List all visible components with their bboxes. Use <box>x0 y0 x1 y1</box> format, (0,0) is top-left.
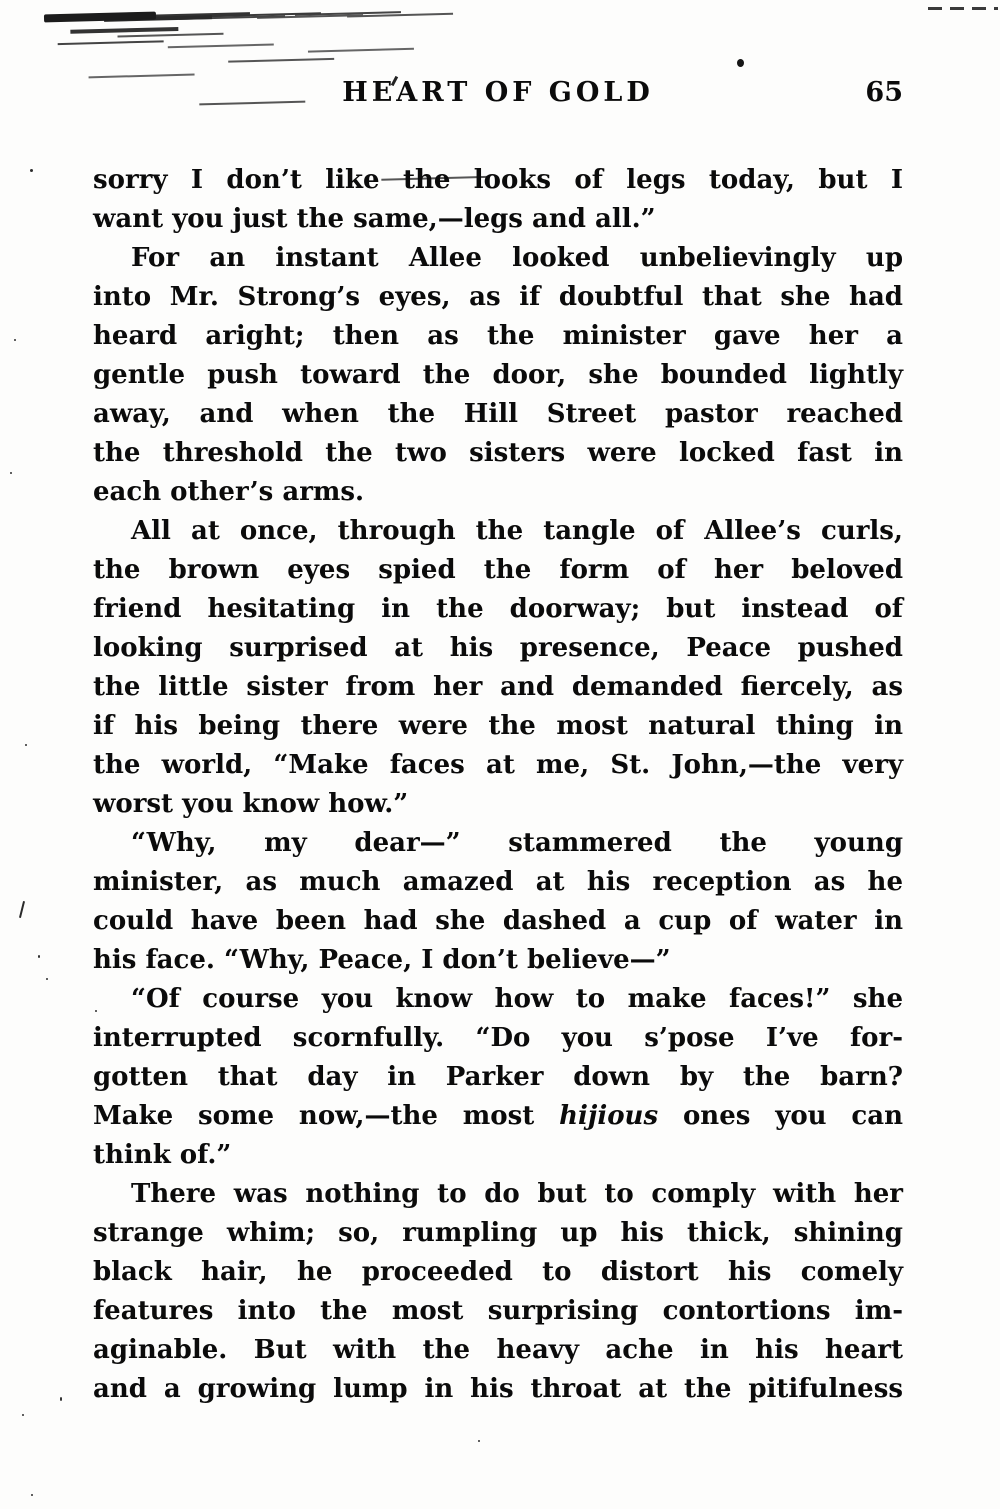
text-line: the threshold the two sisters were locked fast in <box>93 438 903 468</box>
ink-speck <box>10 472 12 474</box>
text-line: aginable. But with the heavy ache in his heart <box>93 1335 903 1365</box>
text-line: could have been had she dashed a cup of water in <box>93 906 903 936</box>
margin-pen-mark <box>19 901 25 918</box>
text-line: “Of course you know how to make faces!” she <box>131 984 903 1014</box>
text-line: For an instant Allee looked unbelievingly up <box>131 243 903 273</box>
text-line: worst you know how.” <box>93 789 409 819</box>
text-line: heard aright; then as the minister gave her a <box>93 321 903 351</box>
body-text <box>93 161 903 1409</box>
text-segment: ones you can <box>658 1101 904 1131</box>
text-line: sorry I don’t like the looks of legs today, but I <box>93 165 903 195</box>
text-line: All at once, through the tangle of Allee’s curls, <box>131 516 903 546</box>
text-line: strange whim; so, rumpling up his thick, shining <box>93 1218 903 1248</box>
scan-noise-top-left <box>44 12 156 23</box>
text-line: “Why, my dear—” stammered the young <box>131 828 903 858</box>
text-line: his face. “Why, Peace, I don’t believe—” <box>93 945 671 975</box>
ink-spot <box>737 59 744 67</box>
text-line: the little sister from her and demanded fiercely, as <box>93 672 903 702</box>
page-title: HEART OF GOLD <box>342 77 654 108</box>
text-line: There was nothing to do but to comply with her <box>131 1179 903 1209</box>
text-line: black hair, he proceeded to distort his comely <box>93 1257 903 1287</box>
ink-speck <box>14 339 16 341</box>
ink-speck <box>22 1414 24 1416</box>
ink-speck <box>30 169 33 172</box>
text-segment: Make some now,—the most <box>93 1101 560 1131</box>
text-line: interrupted scornfully. “Do you s’pose I’ve for- <box>93 1023 903 1053</box>
ink-speck <box>38 955 40 958</box>
text-line: away, and when the Hill Street pastor reached <box>93 399 903 429</box>
text-line: each other’s arms. <box>93 477 365 507</box>
ink-speck <box>25 744 27 746</box>
page-number: 65 <box>865 77 903 108</box>
text-line: if his being there were the most natural thing in <box>93 711 903 741</box>
text-line: gotten that day in Parker down by the barn? <box>93 1062 903 1092</box>
text-line: the world, “Make faces at me, St. John,—the very <box>93 750 903 780</box>
text-line: gentle push toward the door, she bounded lightly <box>93 360 903 390</box>
scan-noise-top-right <box>928 7 998 10</box>
text-line: friend hesitating in the doorway; but instead of <box>93 594 903 624</box>
italic-word: hijious <box>559 1101 659 1131</box>
text-line-with-italic <box>93 1097 903 1136</box>
ink-speck <box>31 1494 33 1496</box>
text-line: minister, as much amazed at his reception as he <box>93 867 903 897</box>
text-line: think of.” <box>93 1140 232 1170</box>
running-head <box>93 74 903 112</box>
text-line: want you just the same,—legs and all.” <box>93 204 656 234</box>
text-line: looking surprised at his presence, Peace pushed <box>93 633 903 663</box>
text-line: features into the most surprising contortions im- <box>93 1296 903 1326</box>
text-line: the brown eyes spied the form of her beloved <box>93 555 903 585</box>
text-line: and a growing lump in his throat at the pitifulness <box>93 1374 903 1404</box>
ink-speck <box>478 1440 480 1442</box>
ink-speck <box>46 978 48 980</box>
text-line: into Mr. Strong’s eyes, as if doubtful that she had <box>93 282 903 312</box>
ink-speck <box>60 1397 62 1401</box>
